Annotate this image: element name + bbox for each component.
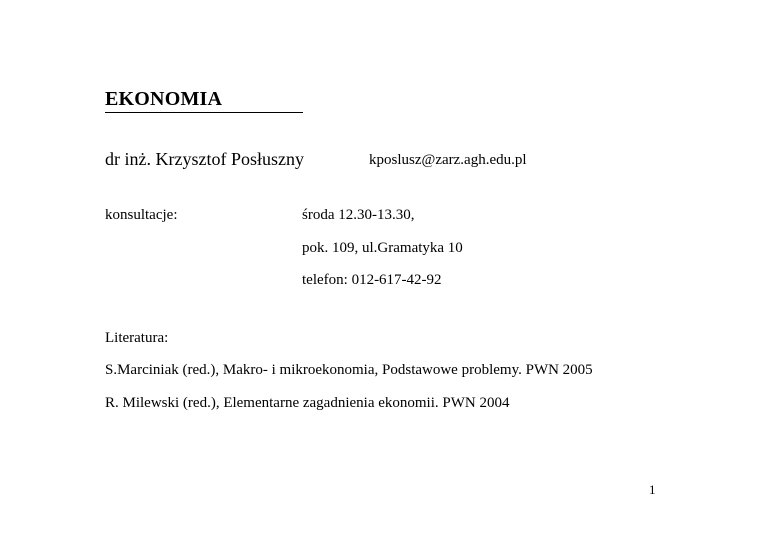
literature-heading: Literatura: xyxy=(105,330,169,346)
page-title: EKONOMIA xyxy=(105,88,223,110)
consultations-room: pok. 109, ul.Gramatyka 10 xyxy=(302,240,463,256)
consultations-phone: telefon: 012-617-42-92 xyxy=(302,272,442,288)
literature-item: S.Marciniak (red.), Makro- i mikroekonomia, Podstawowe problemy. PWN 2005 xyxy=(105,362,593,378)
page-number: 1 xyxy=(649,482,656,497)
consultations-day-time: środa 12.30-13.30, xyxy=(302,207,415,223)
title-underline-block xyxy=(105,88,303,113)
author-name: dr inż. Krzysztof Posłuszny xyxy=(105,149,304,169)
author-email: kposlusz@zarz.agh.edu.pl xyxy=(369,152,527,168)
literature-item: R. Milewski (red.), Elementarne zagadnienia ekonomii. PWN 2004 xyxy=(105,395,510,411)
consultations-label: konsultacje: xyxy=(105,207,178,223)
